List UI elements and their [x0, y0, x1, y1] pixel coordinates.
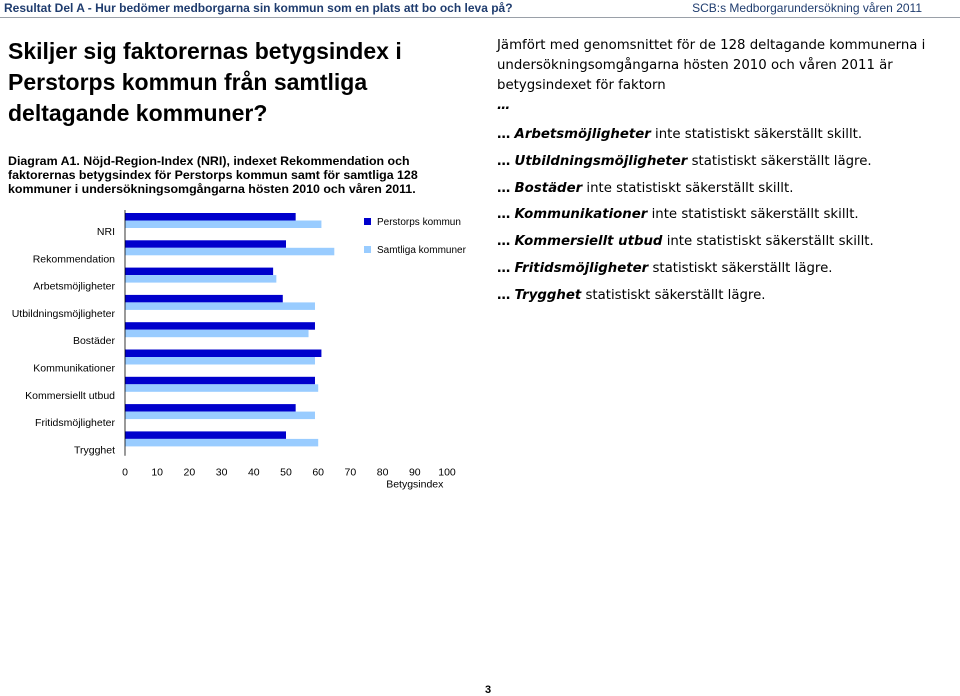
findings-intro-ellipsis: … [497, 98, 511, 113]
x-tick-labels [122, 467, 456, 479]
bar-perstorp-arbetsmojligheter [125, 268, 273, 276]
bar-samtliga-trygghet [125, 439, 318, 447]
category-label: Trygghet [73, 444, 115, 457]
finding-factor: Bostäder [514, 180, 583, 196]
x-tick-label: 50 [280, 466, 292, 479]
bar-samtliga-arbetsmojligheter [125, 275, 276, 283]
category-labels [12, 226, 116, 456]
x-tick-label: 10 [151, 466, 164, 479]
finding-ellipsis: … [497, 127, 511, 142]
finding-item [497, 256, 937, 283]
x-tick-label: 70 [344, 466, 357, 479]
bar-samtliga-rekommendation [125, 248, 334, 256]
finding-item [497, 149, 937, 176]
x-tick-label: 60 [312, 466, 325, 479]
x-tick-label: 20 [183, 466, 196, 479]
x-axis-label: Betygsindex [386, 478, 444, 490]
finding-ellipsis: … [497, 234, 511, 250]
bar-perstorp-bostader [125, 322, 315, 330]
category-label: Kommersiellt utbud [25, 389, 115, 402]
header-survey-name: SCB:s Medborgarundersökning våren 2011 [692, 1, 922, 15]
finding-ellipsis: … [497, 153, 511, 169]
bar-samtliga-fritidsmojligheter [125, 412, 315, 420]
bar-samtliga-kommersiellt-utbud [125, 384, 318, 392]
legend-swatch-samtliga [364, 246, 371, 253]
finding-text: inte statistiskt säkerställt skillt. [651, 207, 859, 223]
header-divider [0, 17, 960, 18]
finding-ellipsis: … [497, 180, 511, 196]
bar-perstorp-kommunikationer [125, 350, 321, 358]
findings-intro-text: Jämfört med genomsnittet för de 128 deltagande kommunerna i undersökningsomgångarna hösten 2010 och våren 2011 är betygsindexet för faktorn [497, 38, 926, 93]
finding-item [497, 202, 937, 229]
category-label: Kommunikationer [33, 362, 115, 375]
finding-factor: Utbildningsmöjligheter [514, 153, 688, 169]
finding-item [497, 176, 937, 203]
finding-factor: Arbetsmöjligheter [514, 127, 651, 142]
category-label: Fritidsmöjligheter [35, 417, 115, 430]
page-number: 3 [485, 684, 492, 696]
finding-item [497, 122, 937, 149]
category-label: Rekommendation [32, 253, 115, 266]
finding-factor: Fritidsmöjligheter [514, 260, 649, 276]
category-label: Utbildningsmöjligheter [11, 307, 115, 320]
x-tick-label: 80 [376, 466, 389, 479]
finding-factor: Kommersiellt utbud [514, 234, 663, 250]
finding-text: inte statistiskt säkerställt skillt. [586, 180, 794, 196]
bar-samtliga-bostader [125, 330, 309, 338]
bar-perstorp-fritidsmojligheter [125, 404, 296, 412]
category-label: Arbetsmöjligheter [33, 280, 115, 293]
findings-intro [497, 36, 937, 116]
x-tick-label: 40 [247, 466, 260, 479]
bar-perstorp-trygghet [125, 431, 286, 439]
finding-item [497, 283, 937, 310]
chart-caption: Diagram A1. Nöjd-Region-Index (NRI), indexet Rekommendation och faktorernas betygsindex för Perstorps kommun samt för samtliga 128 kommuner i undersökningsomgångarna hösten 2010 och våren 2011. [8, 154, 418, 196]
x-tick-label: 90 [408, 466, 421, 479]
x-tick-label: 0 [122, 466, 128, 479]
bar-samtliga-nri [125, 221, 321, 229]
legend-label-perstorp: Perstorps kommun [377, 217, 461, 228]
page-header [0, 0, 960, 16]
findings-panel [497, 36, 937, 310]
bar-perstorp-kommersiellt-utbud [125, 377, 315, 385]
category-label: NRI [96, 226, 115, 238]
finding-factor: Kommunikationer [514, 207, 648, 223]
x-tick-label: 100 [438, 466, 456, 479]
legend-swatch-perstorp [364, 218, 371, 225]
chart-bars [125, 213, 334, 446]
legend-label-samtliga: Samtliga kommuner [377, 245, 466, 256]
bar-samtliga-utbildningsmojligheter [125, 302, 315, 310]
finding-text: inte statistiskt säkerställt skillt. [655, 127, 863, 142]
finding-text: statistiskt säkerställt lägre. [585, 287, 766, 303]
bar-perstorp-nri [125, 213, 296, 221]
finding-item [497, 229, 937, 256]
x-tick-label: 30 [215, 466, 228, 479]
bar-perstorp-utbildningsmojligheter [125, 295, 283, 303]
finding-factor: Trygghet [514, 287, 582, 303]
finding-ellipsis: … [497, 287, 511, 303]
bar-chart [0, 200, 480, 490]
bar-samtliga-kommunikationer [125, 357, 315, 365]
bar-perstorp-rekommendation [125, 240, 286, 248]
question-title: Skiljer sig faktorernas betygsindex i Perstorps kommun från samtliga deltagande kommuner? [8, 38, 402, 126]
header-report-title: Resultat Del A - Hur bedömer medborgarna sin kommun som en plats att bo och leva på? [4, 1, 513, 15]
category-label: Bostäder [72, 335, 115, 348]
finding-ellipsis: … [497, 207, 511, 223]
finding-ellipsis: … [497, 260, 511, 276]
finding-text: statistiskt säkerställt lägre. [652, 260, 833, 276]
finding-text: inte statistiskt säkerställt skillt. [666, 234, 874, 250]
findings-list [497, 122, 937, 310]
chart-legend [364, 217, 467, 256]
finding-text: statistiskt säkerställt lägre. [691, 153, 872, 169]
